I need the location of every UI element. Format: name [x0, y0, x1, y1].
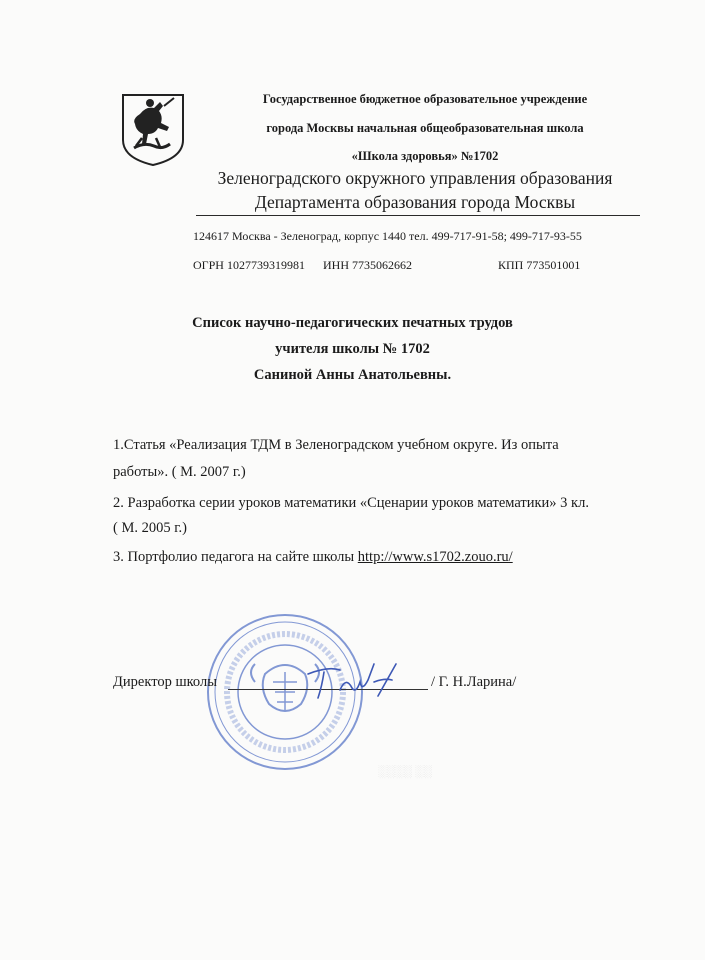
handwritten-signature-icon	[300, 660, 410, 700]
header-institution-line: Государственное бюджетное образовательное учреждение	[262, 92, 588, 106]
list-item-continuation: ( М. 2005 г.)	[113, 520, 187, 536]
ogrn-value: ОГРН 1027739319981	[193, 258, 305, 272]
header-address: 124617 Москва - Зеленоград, корпус 1440 тел. 499-717-91-58; 499-717-93-55	[193, 229, 582, 243]
portfolio-link[interactable]: http://www.s1702.zouo.ru/	[357, 549, 513, 565]
director-name: / Г. Н.Ларина/	[431, 674, 517, 690]
header-divider	[196, 215, 640, 216]
list-item-text: 3. Портфолио педагога на сайте школы	[113, 549, 358, 565]
header-city-line: города Москвы начальная общеобразовательная школа	[266, 121, 584, 135]
moscow-coat-of-arms-icon	[120, 92, 186, 168]
header-school-name: «Школа здоровья» №1702	[351, 149, 499, 163]
list-item: 2. Разработка серии уроков математики «Сценарии уроков математики» 3 кл.	[113, 495, 589, 511]
document-subtitle: учителя школы № 1702	[275, 341, 430, 357]
header-department-line: Департамента образования города Москвы	[254, 192, 576, 212]
director-label: Директор школы	[113, 674, 217, 690]
list-item: 1.Статья «Реализация ТДМ в Зеленоградском учебном округе. Из опыта	[113, 437, 559, 453]
inn-value: ИНН 7735062662	[323, 258, 412, 272]
list-item	[113, 549, 513, 566]
kpp-value: КПП 773501001	[498, 258, 581, 272]
header-district-line: Зеленоградского окружного управления образования	[217, 168, 613, 188]
bleed-through-text: ░░░░ ░░	[378, 764, 433, 778]
list-item-continuation: работы». ( М. 2007 г.)	[113, 464, 246, 480]
teacher-name: Саниной Анны Анатольевны.	[253, 367, 452, 383]
document-title: Список научно-педагогических печатных трудов	[192, 315, 513, 331]
